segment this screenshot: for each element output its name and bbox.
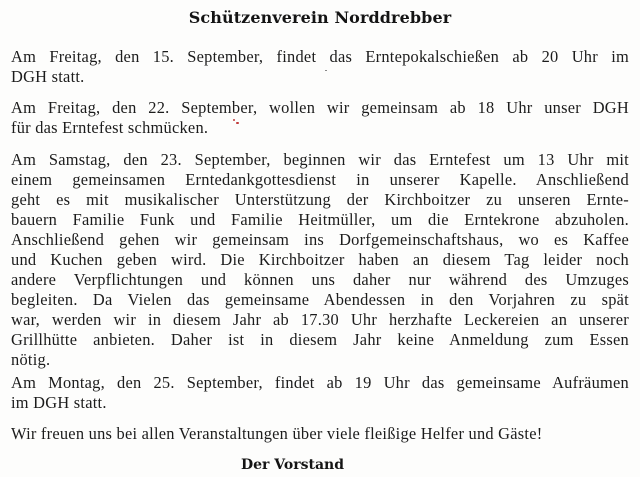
paragraph-line: war, werden wir in diesem Jahr ab 17.30 Uhr herzhafte Leckereien an unserer [11,310,629,329]
signature: Der Vorstand [241,457,344,473]
paragraph-line: begleiten. Da Vielen das gemeinsame Abendessen in den Vorjahren zu spät [11,290,629,309]
paragraph-aufraeumen [11,373,639,413]
document-title: Schützenverein Norddrebber [188,8,452,27]
paragraph-line: Wir freuen uns bei allen Veranstaltungen über viele fleißige Helfer und Gäste! [11,424,543,443]
paragraph-erntefest [11,150,639,370]
paragraph-line: Am Freitag, den 22. September, wollen wir gemeinsam ab 18 Uhr unser DGH [11,98,629,117]
paragraph-erntepokalschiessen [11,47,639,87]
paragraph-line: Am Samstag, den 23. September, beginnen wir das Erntefest um 13 Uhr mit [11,150,629,169]
paragraph-schmuecken [11,98,639,138]
paragraph-line: Grillhütte anbieten. Daher ist in diesem Jahr keine Anmeldung zum Essen [11,330,629,349]
paragraph-dank [11,424,639,444]
scan-speck [233,119,235,121]
paragraph-line: Anschließend gehen wir gemeinsam ins Dorfgemeinschaftshaus, wo es Kaffee [11,230,629,249]
paragraph-line: bauern Familie Funk und Familie Heitmüller, um die Erntekrone abzuholen. [11,210,629,229]
paragraph-line: andere Verpflichtungen und können uns daher nur während des Umzuges [11,270,629,289]
paragraph-line: im DGH statt. [11,393,107,412]
scan-speck [325,70,327,71]
paragraph-line: Am Montag, den 25. September, findet ab 19 Uhr das gemeinsame Aufräumen [11,373,629,392]
paragraph-line: DGH statt. [11,67,85,86]
paragraph-line: für das Erntefest schmücken. [11,118,209,137]
paragraph-line: Am Freitag, den 15. September, findet das Erntepokalschießen ab 20 Uhr im [11,47,629,66]
paragraph-line: einem gemeinsamen Erntedankgottesdienst in unserer Kapelle. Anschließend [11,170,629,189]
paragraph-line: nötig. [11,350,51,369]
paragraph-line: geht es mit musikalischer Unterstützung der Kirchboitzer zu unseren Ernte- [11,190,629,209]
paragraph-line: und Kuchen geben wird. Die Kirchboitzer haben an diesem Tag leider noch [11,250,629,269]
scan-speck [236,122,239,124]
